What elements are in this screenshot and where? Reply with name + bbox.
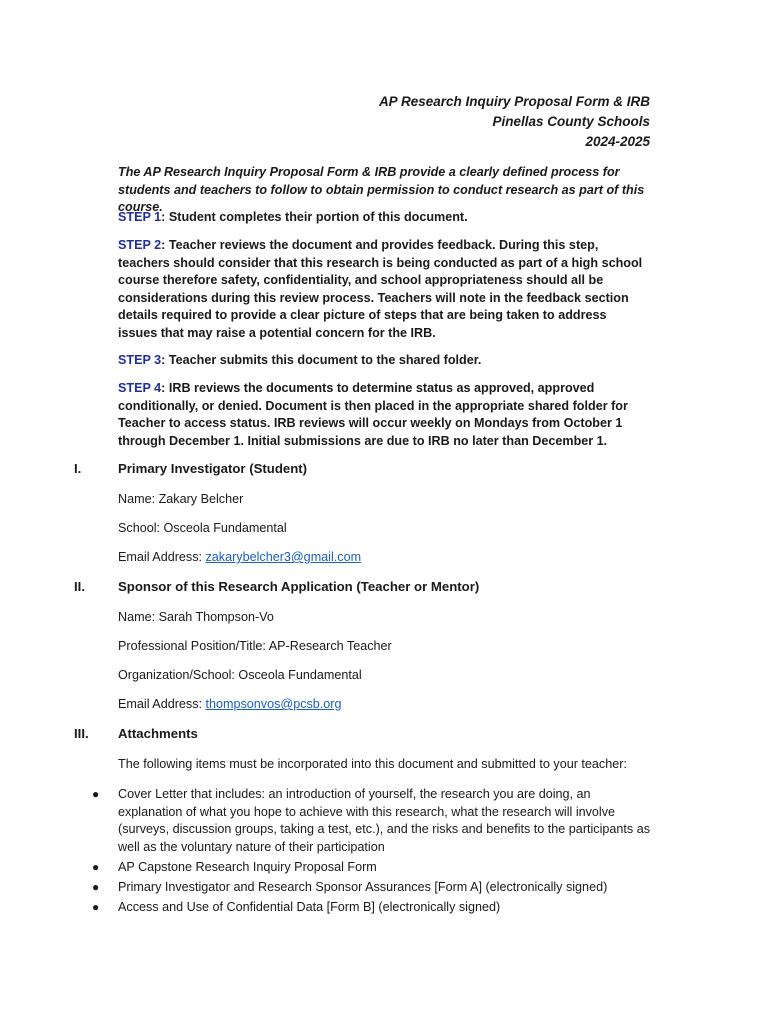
list-item bbox=[92, 879, 657, 897]
step-text: : Teacher reviews the document and provides feedback. During this step, teachers should consider that this research is being conducted as part of a high school course therefore safety, confidentiality, and school appropriateness should all be considerations during this review process. Teachers will note in the feedback section details required to provide a clear picture of steps that are being taken to address issues that may raise a potential concern for the IRB. bbox=[118, 238, 643, 340]
list-item-text: Cover Letter that includes: an introduction of yourself, the research you are doing, an explanation of what you hope to achieve with this research, what the research will involve (surveys, discussion groups, taking a test, etc.), and the risks and benefits to the participants as well as the voluntary nature of their participation bbox=[118, 787, 651, 854]
field-value: AP-Research Teacher bbox=[268, 639, 392, 653]
section-number: I. bbox=[74, 461, 82, 476]
bullet-icon: ● bbox=[92, 859, 100, 874]
field-label: Professional Position/Title: bbox=[118, 639, 269, 653]
list-item-text: Primary Investigator and Research Sponsor Assurances [Form A] (electronically signed) bbox=[118, 879, 608, 894]
field-value: Sarah Thompson-Vo bbox=[158, 610, 274, 624]
bullet-icon: ● bbox=[92, 899, 100, 914]
section-number: II. bbox=[74, 579, 85, 594]
step-label: STEP 1 bbox=[118, 210, 162, 224]
section-title-primary-investigator: Primary Investigator (Student) bbox=[118, 461, 308, 476]
header-district: Pinellas County Schools bbox=[492, 114, 650, 129]
field-label: Email Address: bbox=[118, 697, 206, 711]
step-label: STEP 4 bbox=[118, 381, 162, 395]
field-label: School: bbox=[118, 521, 164, 535]
section-title-attachments: Attachments bbox=[118, 726, 198, 741]
header-year: 2024-2025 bbox=[585, 134, 650, 149]
step-1 bbox=[118, 209, 648, 227]
list-item-text: Access and Use of Confidential Data [Form B] (electronically signed) bbox=[118, 899, 501, 914]
list-item bbox=[92, 786, 657, 856]
list-item bbox=[92, 859, 657, 877]
field-label: Name: bbox=[118, 492, 159, 506]
step-3 bbox=[118, 352, 648, 370]
step-text: : IRB reviews the documents to determine status as approved, approved conditionally, or denied. Document is then placed in the appropriate shared folder for Teacher to access status. IRB reviews will occur weekly on Mondays from October 1 through December 1. Initial submissions are due to IRB no later than December 1. bbox=[118, 381, 628, 448]
list-item-text: AP Capstone Research Inquiry Proposal Form bbox=[118, 859, 377, 874]
step-4 bbox=[118, 380, 648, 450]
sponsor-email-link[interactable]: thompsonvos@pcsb.org bbox=[205, 697, 342, 711]
list-item bbox=[92, 899, 657, 917]
step-label: STEP 3 bbox=[118, 353, 162, 367]
field-value: Osceola Fundamental bbox=[163, 521, 287, 535]
student-name-field bbox=[118, 491, 243, 508]
student-email-field bbox=[118, 549, 361, 566]
field-label: Email Address: bbox=[118, 550, 206, 564]
step-2 bbox=[118, 237, 648, 342]
field-label: Organization/School: bbox=[118, 668, 239, 682]
attachments-list bbox=[92, 786, 657, 919]
step-text: : Student completes their portion of this document. bbox=[161, 210, 468, 224]
intro-paragraph: The AP Research Inquiry Proposal Form & IRB provide a clearly defined process for students and teachers to follow to obtain permission to conduct research as part of this course. bbox=[118, 165, 645, 214]
header-title: AP Research Inquiry Proposal Form & IRB bbox=[378, 94, 650, 109]
field-value: Osceola Fundamental bbox=[238, 668, 362, 682]
bullet-icon: ● bbox=[92, 879, 100, 894]
section-title-sponsor: Sponsor of this Research Application (Teacher or Mentor) bbox=[118, 579, 480, 594]
sponsor-position-field bbox=[118, 638, 392, 655]
sponsor-email-field bbox=[118, 696, 342, 713]
field-label: Name: bbox=[118, 610, 159, 624]
attachments-intro: The following items must be incorporated into this document and submitted to your teacher: bbox=[118, 757, 627, 771]
field-value: Zakary Belcher bbox=[158, 492, 244, 506]
student-school-field bbox=[118, 520, 287, 537]
student-email-link[interactable]: zakarybelcher3@gmail.com bbox=[205, 550, 362, 564]
document-header bbox=[379, 92, 650, 152]
bullet-icon: ● bbox=[92, 787, 100, 801]
section-number: III. bbox=[74, 726, 89, 741]
sponsor-organization-field bbox=[118, 667, 362, 684]
step-text: : Teacher submits this document to the shared folder. bbox=[161, 353, 482, 367]
sponsor-name-field bbox=[118, 609, 274, 626]
step-label: STEP 2 bbox=[118, 238, 162, 252]
